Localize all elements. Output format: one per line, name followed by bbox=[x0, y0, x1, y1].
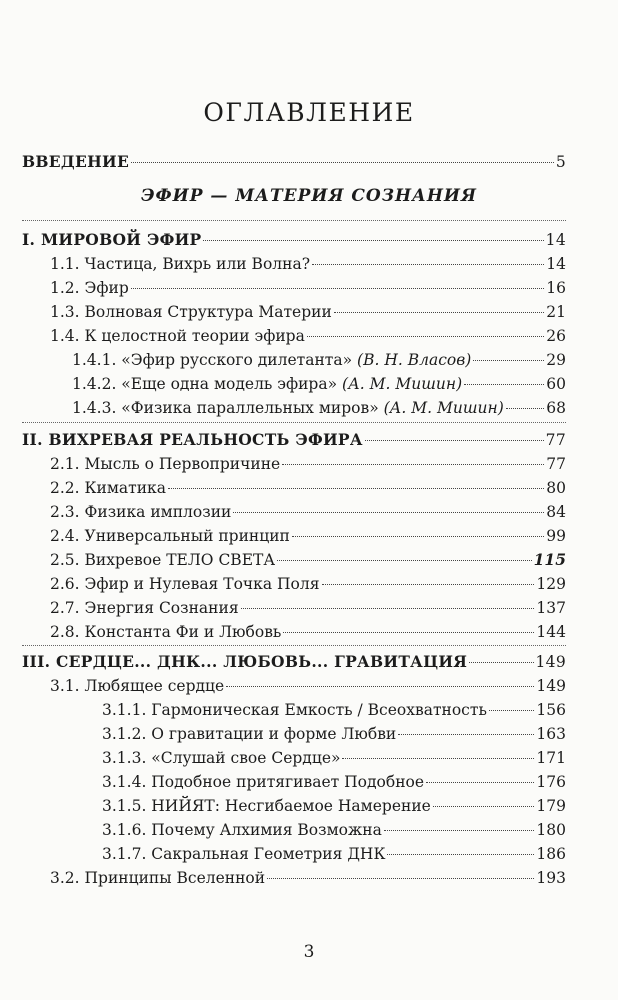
toc-entry-label: 3.1.2. О гравитации и форме Любви bbox=[102, 725, 397, 743]
toc-entry-page: 186 bbox=[536, 845, 566, 863]
page-number: 3 bbox=[303, 942, 315, 962]
toc-entry-chapter-3[interactable] bbox=[22, 650, 566, 674]
toc-entry-introduction[interactable] bbox=[22, 150, 566, 174]
toc-entry-label: 1.4.2. «Еще одна модель эфира» (А. М. Мишин) bbox=[72, 375, 463, 393]
leader-dots bbox=[283, 632, 534, 633]
toc-entry[interactable] bbox=[50, 476, 566, 500]
leader-dots bbox=[131, 288, 545, 289]
toc-entry[interactable] bbox=[50, 866, 566, 890]
leader-dots bbox=[334, 312, 544, 313]
toc-entry-label: 2.8. Константа Фи и Любовь bbox=[50, 623, 282, 641]
toc-entry-page: 156 bbox=[536, 701, 566, 719]
toc-entry-page: 180 bbox=[536, 821, 566, 839]
leader-dots bbox=[464, 384, 544, 385]
separator-line bbox=[22, 220, 566, 221]
leader-dots bbox=[322, 584, 535, 585]
toc-entry-label: 1.1. Частица, Вихрь или Волна? bbox=[50, 255, 311, 273]
leader-dots bbox=[342, 758, 534, 759]
toc-entry[interactable] bbox=[102, 770, 566, 794]
toc-entry-author: (В. Н. Власов) bbox=[357, 351, 472, 369]
toc-entry-page: 5 bbox=[555, 153, 566, 171]
toc-entry[interactable] bbox=[102, 746, 566, 770]
leader-dots bbox=[292, 536, 544, 537]
leader-dots bbox=[384, 830, 535, 831]
toc-entry-page: 137 bbox=[536, 599, 566, 617]
toc-entry-page: 179 bbox=[536, 797, 566, 815]
toc-entry[interactable] bbox=[50, 500, 566, 524]
toc-entry-label: ВВЕДЕНИЕ bbox=[22, 152, 130, 171]
toc-entry-page: 60 bbox=[546, 375, 566, 393]
toc-entry-label: 2.3. Физика имплозии bbox=[50, 503, 232, 521]
leader-dots bbox=[312, 264, 544, 265]
leader-dots bbox=[398, 734, 534, 735]
toc-entry-page: 171 bbox=[536, 749, 566, 767]
toc-entry-page: 14 bbox=[545, 231, 566, 249]
toc-entry[interactable] bbox=[102, 842, 566, 866]
toc-entry-page: 176 bbox=[536, 773, 566, 791]
toc-entry-label: 1.3. Волновая Структура Материи bbox=[50, 303, 332, 321]
toc-entry[interactable] bbox=[50, 452, 566, 476]
toc-entry[interactable] bbox=[50, 252, 566, 276]
leader-dots bbox=[168, 488, 544, 489]
toc-entry-page: 26 bbox=[546, 327, 566, 345]
leader-dots bbox=[233, 512, 544, 513]
section-heading: ЭФИР — МАТЕРИЯ СОЗНАНИЯ bbox=[141, 186, 477, 206]
toc-entry-label: 1.4. К целостной теории эфира bbox=[50, 327, 305, 345]
toc-entry-label: I. МИРОВОЙ ЭФИР bbox=[22, 230, 202, 249]
toc-entry-label: 2.6. Эфир и Нулевая Точка Поля bbox=[50, 575, 320, 593]
toc-entry[interactable] bbox=[102, 818, 566, 842]
toc-entry-author: (А. М. Мишин) bbox=[383, 399, 504, 417]
toc-entry[interactable] bbox=[50, 620, 566, 644]
toc-entry[interactable] bbox=[50, 596, 566, 620]
toc-entry-label: 2.2. Киматика bbox=[50, 479, 166, 497]
separator-line bbox=[22, 645, 566, 646]
toc-entry-label: 3.1.6. Почему Алхимия Возможна bbox=[102, 821, 382, 839]
leader-dots bbox=[203, 240, 543, 241]
toc-entry-author: (А. М. Мишин) bbox=[342, 375, 463, 393]
leader-dots bbox=[506, 408, 545, 409]
toc-entry-page: 144 bbox=[536, 623, 566, 641]
toc-entry-page: 77 bbox=[545, 431, 566, 449]
leader-dots bbox=[241, 608, 535, 609]
toc-entry-label: 2.7. Энергия Сознания bbox=[50, 599, 239, 617]
leader-dots bbox=[365, 440, 544, 441]
toc-entry[interactable] bbox=[102, 794, 566, 818]
toc-entry[interactable] bbox=[50, 276, 566, 300]
toc-entry[interactable] bbox=[50, 548, 566, 572]
toc-entry-page: 163 bbox=[536, 725, 566, 743]
leader-dots bbox=[131, 162, 554, 163]
toc-entry-label: 2.5. Вихревое ТЕЛО СВЕТА bbox=[50, 551, 276, 569]
toc-entry-page: 84 bbox=[546, 503, 566, 521]
leader-dots bbox=[267, 878, 534, 879]
toc-entry-page: 99 bbox=[546, 527, 566, 545]
toc-entry-label: 3.1. Любящее сердце bbox=[50, 677, 225, 695]
toc-entry-page: 149 bbox=[535, 653, 566, 671]
toc-entry-label: III. СЕРДЦЕ... ДНК... ЛЮБОВЬ... ГРАВИТАЦИЯ bbox=[22, 652, 468, 671]
leader-dots bbox=[277, 560, 532, 561]
toc-entry-label: 3.1.3. «Слушай свое Сердце» bbox=[102, 749, 341, 767]
toc-entry-page: 149 bbox=[536, 677, 566, 695]
toc-entry-page: 29 bbox=[546, 351, 566, 369]
toc-entry-chapter-1[interactable] bbox=[22, 228, 566, 252]
toc-entry[interactable] bbox=[102, 722, 566, 746]
toc-entry[interactable] bbox=[50, 300, 566, 324]
toc-entry-page: 193 bbox=[536, 869, 566, 887]
leader-dots bbox=[469, 662, 533, 663]
toc-entry[interactable] bbox=[50, 572, 566, 596]
toc-entry-page: 14 bbox=[546, 255, 566, 273]
leader-dots bbox=[387, 854, 534, 855]
page-title: ОГЛАВЛЕНИЕ bbox=[203, 98, 415, 127]
toc-entry-label: 3.1.7. Сакральная Геометрия ДНК bbox=[102, 845, 386, 863]
toc-entry-label: 3.1.5. НИЙЯТ: Несгибаемое Намерение bbox=[102, 797, 431, 815]
toc-entry-label: II. ВИХРЕВАЯ РЕАЛЬНОСТЬ ЭФИРА bbox=[22, 430, 363, 449]
leader-dots bbox=[473, 360, 544, 361]
toc-entry[interactable] bbox=[72, 372, 566, 396]
leader-dots bbox=[433, 806, 535, 807]
leader-dots bbox=[489, 710, 535, 711]
toc-entry-label: 1.4.3. «Физика параллельных миров» (А. М. Мишин) bbox=[72, 399, 504, 417]
toc-entry-label: 3.1.1. Гармоническая Емкость / Всеохватность bbox=[102, 701, 487, 719]
toc-entry-page: 80 bbox=[546, 479, 566, 497]
toc-entry-page: 77 bbox=[546, 455, 566, 473]
toc-entry-label: 3.2. Принципы Вселенной bbox=[50, 869, 266, 887]
toc-entry[interactable] bbox=[72, 396, 566, 420]
toc-entry-label: 1.4.1. «Эфир русского дилетанта» (В. Н. Власов) bbox=[72, 351, 472, 369]
leader-dots bbox=[307, 336, 544, 337]
toc-entry[interactable] bbox=[50, 674, 566, 698]
toc-entry-page: 129 bbox=[536, 575, 566, 593]
leader-dots bbox=[426, 782, 534, 783]
toc-entry-label: 2.1. Мысль о Первопричине bbox=[50, 455, 281, 473]
separator-line bbox=[22, 422, 566, 423]
toc-entry[interactable] bbox=[102, 698, 566, 722]
toc-entry-label: 1.2. Эфир bbox=[50, 279, 129, 297]
toc-entry-page: 115 bbox=[533, 550, 566, 569]
toc-entry[interactable] bbox=[50, 324, 566, 348]
leader-dots bbox=[282, 464, 544, 465]
toc-entry[interactable] bbox=[50, 524, 566, 548]
toc-entry-chapter-2[interactable] bbox=[22, 428, 566, 452]
toc-entry-label: 2.4. Универсальный принцип bbox=[50, 527, 290, 545]
leader-dots bbox=[226, 686, 534, 687]
toc-entry-page: 21 bbox=[546, 303, 566, 321]
toc-entry[interactable] bbox=[72, 348, 566, 372]
toc-entry-page: 68 bbox=[546, 399, 566, 417]
toc-entry-label: 3.1.4. Подобное притягивает Подобное bbox=[102, 773, 425, 791]
toc-entry-page: 16 bbox=[546, 279, 566, 297]
